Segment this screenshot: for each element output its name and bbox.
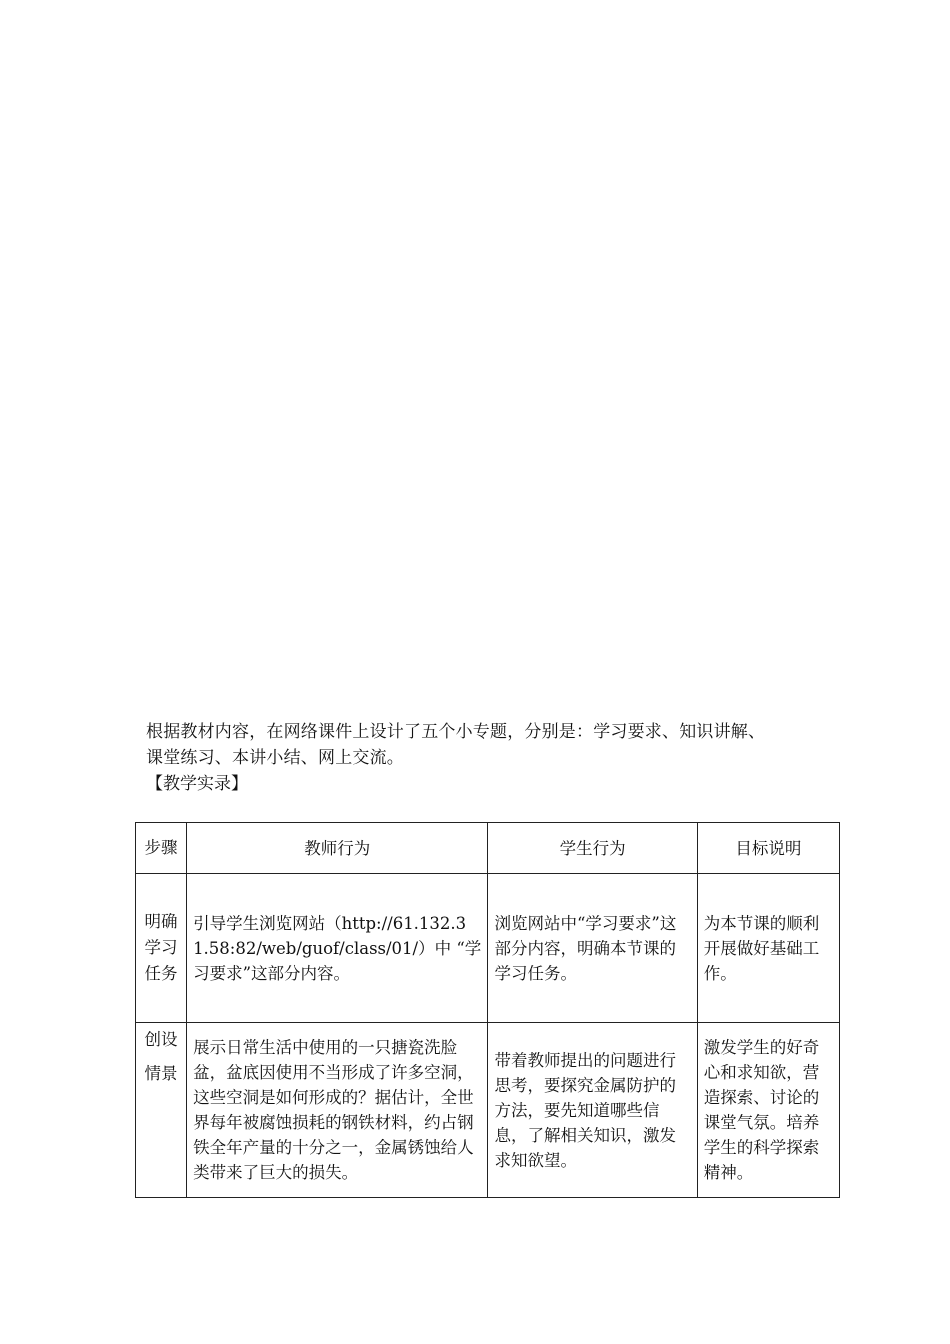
table-row xyxy=(136,1023,840,1198)
header-teacher: 教师行为 xyxy=(187,823,488,874)
teacher-text: 引导学生浏览网站（http://61.132.31.58:82/web/guof/class/01/）中 “学习要求”这部分内容。 xyxy=(193,913,482,983)
header-step: 步骤 xyxy=(136,823,187,874)
row-student-cell xyxy=(488,874,697,1023)
row-student-cell xyxy=(488,1023,697,1198)
intro-line-2: 课堂练习、本讲小结、网上交流。 xyxy=(146,748,404,768)
student-text: 带着教师提出的问题进行思考，要探究金属防护的方法，要先知道哪些信息，了解相关知识，激发求知欲望。 xyxy=(494,1050,676,1170)
goal-text: 激发学生的好奇心和求知欲，营造探索、讨论的课堂气氛。培养学生的科学探索精神。 xyxy=(703,1038,820,1182)
intro-line-1: 根据教材内容，在网络课件上设计了五个小专题，分别是：学习要求、知识讲解、 xyxy=(146,722,766,742)
header-student: 学生行为 xyxy=(488,823,697,874)
section-title: 【教学实录】 xyxy=(146,774,248,794)
goal-text: 为本节课的顺利开展做好基础工作。 xyxy=(703,913,820,983)
teaching-record-table xyxy=(135,822,840,1198)
row-teacher-cell xyxy=(187,1023,488,1198)
student-text: 浏览网站中“学习要求”这部分内容，明确本节课的学习任务。 xyxy=(494,913,677,983)
row-goal-cell xyxy=(697,874,839,1023)
row-step-cell: 明确学习任务 xyxy=(136,874,187,1023)
header-goal: 目标说明 xyxy=(697,823,839,874)
row-step-cell: 创设情景 xyxy=(136,1023,187,1198)
row-goal-cell xyxy=(697,1023,839,1198)
intro-paragraph xyxy=(146,719,826,771)
table-header-row xyxy=(136,823,840,874)
teacher-text: 展示日常生活中使用的一只搪瓷洗脸盆，盆底因使用不当形成了许多空洞，这些空洞是如何形成的？据估计，全世界每年被腐蚀损耗的钢铁材料，约占钢铁全年产量的十分之一，金属锈蚀给人类带来了巨大的损失。 xyxy=(193,1038,474,1182)
row-teacher-cell xyxy=(187,874,488,1023)
table-row xyxy=(136,874,840,1023)
